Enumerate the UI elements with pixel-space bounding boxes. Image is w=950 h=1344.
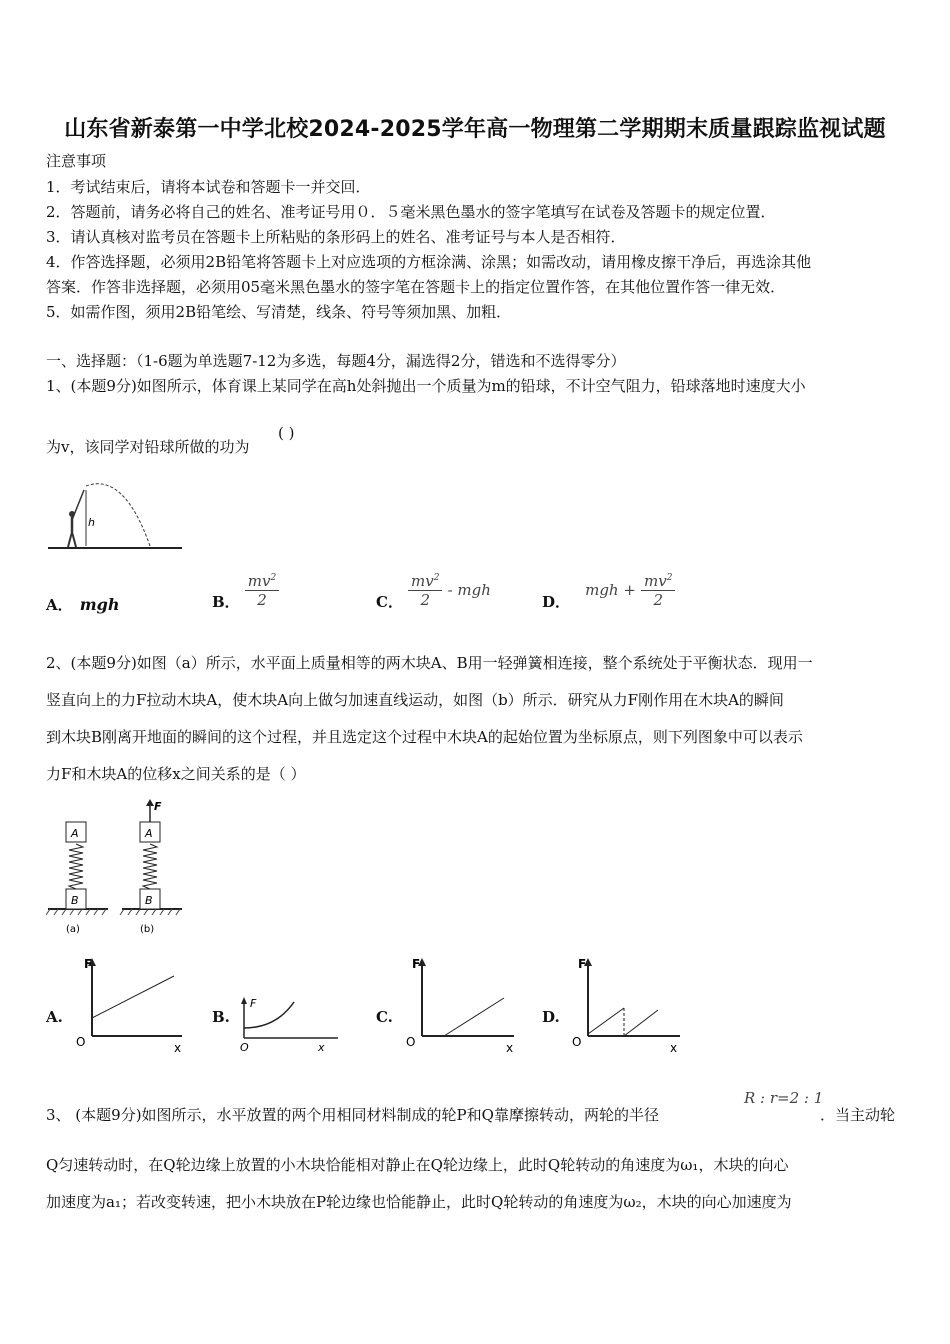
height-label: h	[88, 516, 95, 529]
q2-option-a-graph	[74, 954, 186, 1054]
q3-stem-line3: 加速度为a₁；若改变转速，把小木块放在P轮边缘也恰能静止，此时Q轮转动的角速度为ω₂，木块的向心加速度为	[46, 1193, 792, 1211]
q1-option-a[interactable]	[46, 594, 119, 615]
notice-item-1: 1．考试结束后，请将本试卷和答题卡一并交回．	[46, 178, 371, 196]
x-axis-label: x	[174, 1041, 182, 1054]
q1-option-b[interactable]	[212, 572, 279, 609]
block-b-label: B	[145, 894, 153, 907]
block-a-label: A	[71, 827, 79, 840]
spring	[69, 844, 83, 889]
option-label: B．	[212, 593, 240, 611]
q2-stem-line1: 2、(本题9分)如图（a）所示，水平面上质量相等的两木块A、B用一轻弹簧相连接，整个系统处于平衡状态．现用一	[46, 654, 813, 672]
fraction: $\frac{mv^2}{2}$	[408, 572, 442, 609]
q2-option-b-graph	[234, 994, 344, 1054]
option-text: mgh	[79, 595, 120, 614]
q1-answer-paren: ( )	[278, 424, 295, 442]
q1-stem-line2: 为v，该同学对铅球所做的功为	[46, 438, 250, 456]
q1-option-c[interactable]	[376, 572, 491, 609]
q1-stem-line1: 1、(本题9分)如图所示，体育课上某同学在高h处斜抛出一个质量为m的铅球，不计空气阻力，铅球落地时速度大小	[46, 377, 806, 395]
q2-option-c-graph	[404, 954, 520, 1054]
q1-option-d[interactable]	[542, 572, 675, 609]
origin-label: O	[572, 1035, 582, 1049]
caption-b: (b)	[140, 924, 155, 935]
q2-option-d-graph	[568, 954, 684, 1054]
q2-option-a-label[interactable]: A.	[46, 1008, 63, 1026]
f-axis-label: F	[578, 957, 587, 971]
fraction: $\frac{mv^2}{2}$	[641, 572, 675, 609]
q3-stem-line2: Q匀速转动时，在Q轮边缘上放置的小木块恰能相对静止在Q轮边缘上，此时Q轮转动的角速度为ω₁，木块的向心	[46, 1156, 789, 1174]
option-label: C．	[376, 593, 403, 611]
notice-item-4-cont: 答案．作答非选择题，必须用05毫米黑色墨水的签字笔在答题卡上的指定位置作答，在其他位置作答一律无效．	[46, 278, 786, 296]
notice-item-2: 2．答题前，请务必将自己的姓名、准考证号用０．５毫米黑色墨水的签字笔填写在试卷及答题卡的规定位置．	[46, 203, 776, 221]
athlete-leg	[68, 532, 72, 547]
option-label: A．	[46, 596, 73, 614]
x-axis-label: x	[318, 1041, 325, 1054]
graph-line-1	[588, 1008, 624, 1034]
athlete-leg	[72, 532, 76, 547]
spring	[143, 844, 157, 889]
notice-item-5: 5．如需作图，须用2B铅笔绘、写清楚，线条、符号等须加黑、加粗．	[46, 303, 512, 321]
block-a-label: A	[145, 827, 153, 840]
origin-label: O	[406, 1035, 416, 1049]
origin-label: O	[76, 1035, 86, 1049]
q2-option-b-label[interactable]: B.	[212, 1008, 230, 1026]
q2-stem-line3: 到木块B刚离开地面的瞬间的这个过程，并且选定这个过程中木块A的起始位置为坐标原点，则下列图象中可以表示	[46, 728, 803, 746]
option-head: mgh +	[585, 581, 636, 599]
force-label: F	[154, 800, 162, 813]
notice-heading: 注意事项	[46, 152, 107, 170]
page-title: 山东省新泰第一中学北校2024-2025学年高一物理第二学期期末质量跟踪监视试题	[64, 117, 886, 142]
q2-stem-line2: 竖直向上的力F拉动木块A，使木块A向上做匀加速直线运动，如图（b）所示．研究从力F刚作用在木块A的瞬间	[46, 691, 784, 709]
athlete-arm	[72, 490, 84, 520]
q2-option-c-label[interactable]: C.	[376, 1008, 393, 1026]
x-axis-label: x	[670, 1041, 678, 1054]
f-axis-label: F	[412, 957, 421, 971]
trajectory-path	[86, 484, 150, 546]
fraction: $\frac{mv^2}{2}$	[245, 572, 279, 609]
notice-item-4: 4．作答选择题，必须用2B铅笔将答题卡上对应选项的方框涂满、涂黑；如需改动，请用橡皮擦干净后，再选涂其他	[46, 253, 812, 271]
q2-stem-line4: 力F和木块A的位移x之间关系的是（ ）	[46, 765, 306, 783]
origin-label: O	[240, 1041, 249, 1054]
f-axis-label: F	[84, 957, 93, 971]
f-axis-label: F	[250, 997, 257, 1010]
x-axis-label: x	[506, 1041, 514, 1054]
graph-line-2	[624, 1010, 658, 1036]
graph-line	[92, 976, 174, 1018]
q3-radius-ratio: R : r=2 : 1	[744, 1089, 824, 1107]
section-heading: 一、选择题：（1-6题为单选题7-12为多选，每题4分，漏选得2分，错选和不选得零分）	[46, 352, 626, 370]
option-label: D．	[542, 593, 571, 611]
q3-stem-line1: 3、 (本题9分)如图所示，水平放置的两个用相同材料制成的轮P和Q靠摩擦转动，两轮的半径	[46, 1106, 659, 1124]
q2-spring-blocks-figure	[46, 796, 186, 942]
axis-arrowhead	[241, 997, 247, 1004]
q2-option-d-label[interactable]: D.	[542, 1008, 560, 1026]
q1-shotput-figure	[46, 480, 186, 552]
option-tail: - mgh	[447, 581, 491, 599]
block-b-label: B	[71, 894, 79, 907]
notice-item-3: 3．请认真核对监考员在答题卡上所粘贴的条形码上的姓名、准考证号与本人是否相符．	[46, 228, 626, 246]
force-arrowhead	[146, 799, 154, 806]
q3-stem-line1-tail: ．当主动轮	[820, 1106, 896, 1124]
caption-a: (a)	[66, 924, 80, 935]
graph-line	[444, 998, 504, 1036]
